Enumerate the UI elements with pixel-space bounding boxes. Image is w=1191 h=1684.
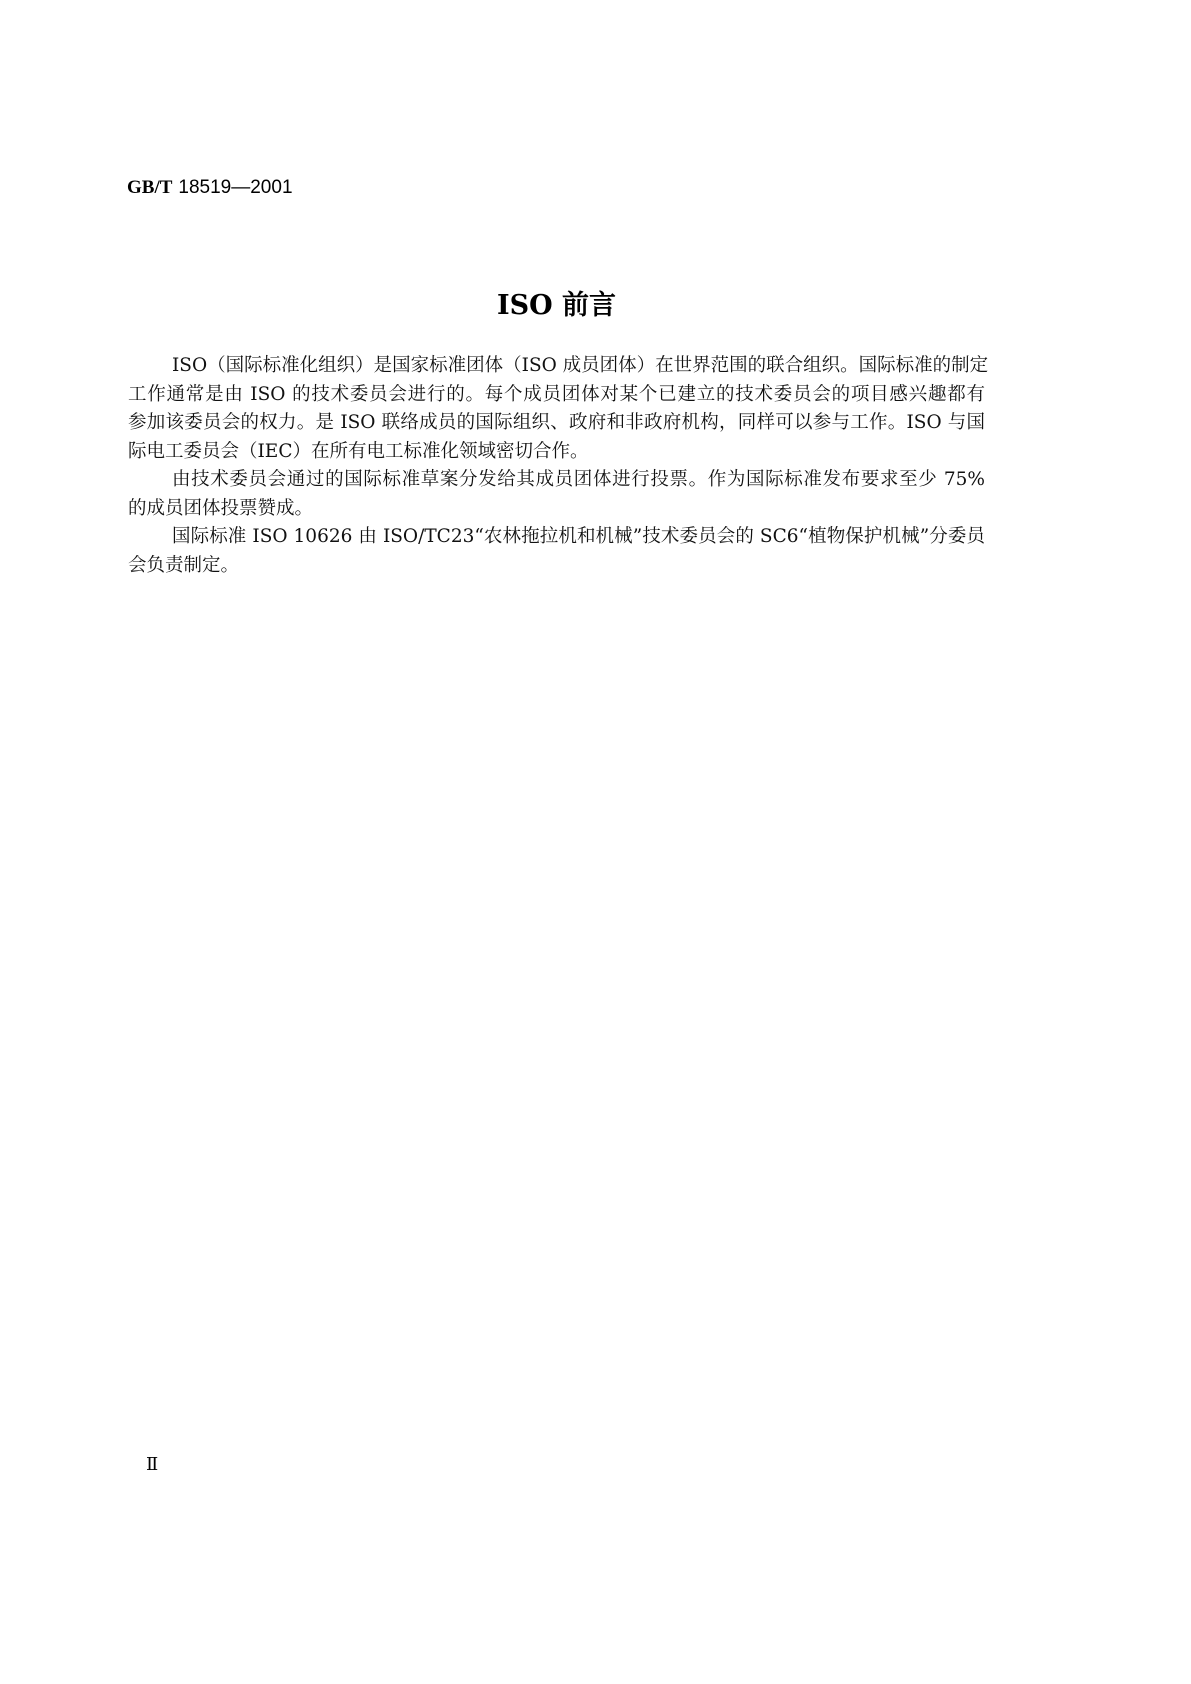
page-number: Ⅱ (146, 1454, 159, 1475)
paragraph-iso-organization (128, 352, 989, 466)
paragraph-line: 工作通常是由 ISO 的技术委员会进行的。每个成员团体对某个已建立的技术委员会的项目感兴趣都有 (128, 383, 985, 405)
body-text (128, 352, 989, 580)
running-header (127, 176, 293, 200)
page-title: ISO 前言 (496, 290, 617, 321)
standard-prefix: GB/T (127, 177, 173, 198)
paragraph-line: 的成员团体投票赞成。 (128, 497, 314, 519)
paragraph-line: 由技术委员会通过的国际标准草案分发给其成员团体进行投票。作为国际标准发布要求至少 75% (172, 469, 985, 490)
standard-number: 18519—2001 (178, 177, 293, 198)
paragraph-line: 参加该委员会的权力。是 ISO 联络成员的国际组织、政府和非政府机构，同样可以参与工作。ISO 与国 (128, 412, 985, 433)
paragraph-line: 会负责制定。 (128, 554, 240, 576)
paragraph-line: 际电工委员会（IEC）在所有电工标准化领域密切合作。 (128, 440, 589, 462)
paragraph-responsibility (128, 523, 985, 580)
paragraph-voting (128, 466, 985, 523)
paragraph-line: 国际标准 ISO 10626 由 ISO/TC23“农林拖拉机和机械”技术委员会的 SC6“植物保护机械”分委员 (172, 526, 985, 547)
paragraph-line: ISO（国际标准化组织）是国家标准团体（ISO 成员团体）在世界范围的联合组织。国际标准的制定 (172, 355, 989, 376)
